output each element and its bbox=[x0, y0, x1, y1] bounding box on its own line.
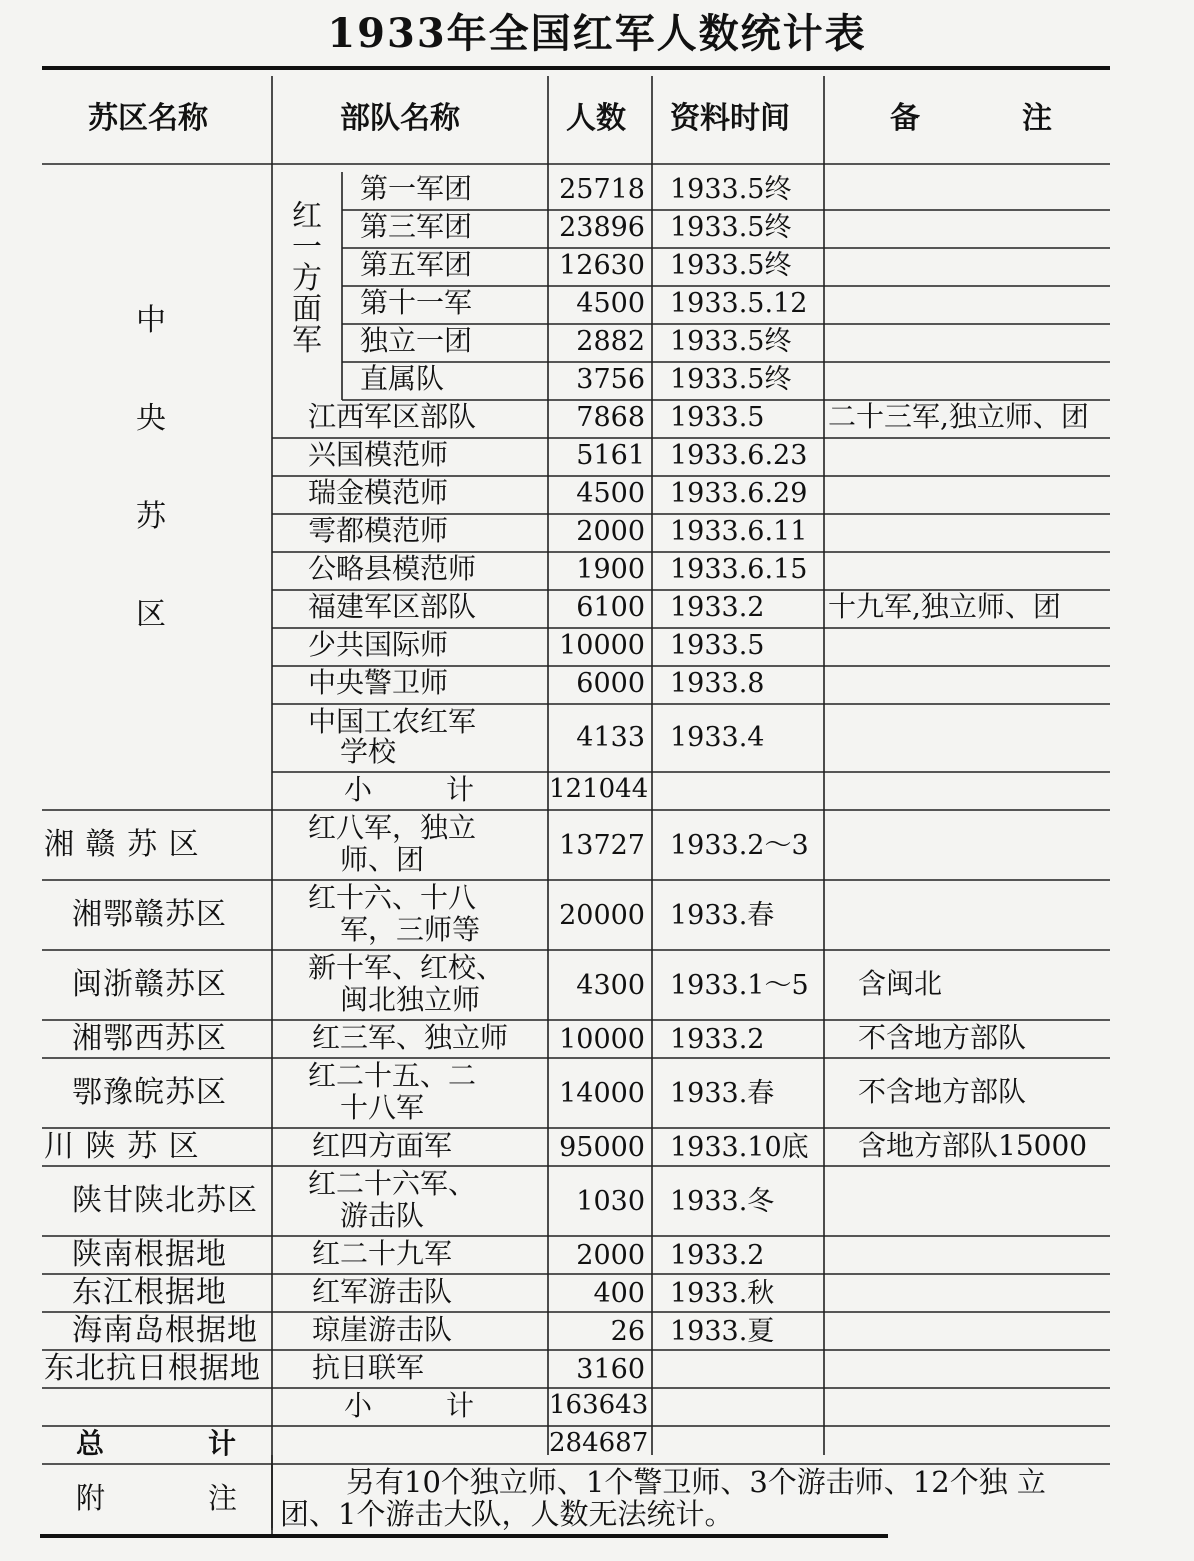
region-name: 湘 赣 苏 区 bbox=[44, 827, 200, 862]
unit-line2: 游击队 bbox=[340, 1199, 425, 1232]
unit-name: 红四方面军 bbox=[312, 1129, 453, 1162]
table-title: 1933年全国红军人数统计表 bbox=[327, 10, 867, 57]
group-label-char: 红 bbox=[292, 199, 322, 234]
unit-name: 红二十九军 bbox=[312, 1237, 453, 1270]
group-count: 12630 bbox=[559, 250, 645, 281]
school-count: 4133 bbox=[576, 722, 645, 753]
appendix-line2: 团、1个游击大队，人数无法统计。 bbox=[280, 1497, 734, 1531]
unit-date: 1933.1～5 bbox=[670, 970, 809, 1001]
central-count: 7868 bbox=[576, 402, 645, 433]
region-name: 陕甘陕北苏区 bbox=[72, 1183, 258, 1218]
unit-date: 1933.秋 bbox=[670, 1278, 775, 1309]
central-count: 5161 bbox=[576, 440, 645, 471]
region-name: 闽浙赣苏区 bbox=[72, 967, 227, 1002]
unit-date: 1933.10底 bbox=[670, 1132, 809, 1163]
unit-line1: 红二十六军、 bbox=[308, 1167, 477, 1200]
group-count: 23896 bbox=[559, 212, 645, 243]
region-central-char: 区 bbox=[136, 597, 166, 632]
header-note-1: 备 bbox=[890, 101, 920, 136]
central-unit: 瑞金模范师 bbox=[308, 476, 449, 509]
appendix-label-2: 注 bbox=[208, 1481, 238, 1515]
unit-count: 2000 bbox=[576, 1240, 645, 1271]
unit-count: 95000 bbox=[559, 1132, 645, 1163]
unit-line2: 十八军 bbox=[340, 1091, 425, 1124]
central-date: 1933.2 bbox=[670, 592, 765, 623]
unit-date: 1933.2 bbox=[670, 1024, 765, 1055]
central-unit: 雩都模范师 bbox=[308, 514, 449, 547]
central-date: 1933.5 bbox=[670, 402, 765, 433]
subtotal2-count: 163643 bbox=[549, 1390, 649, 1420]
group-count: 4500 bbox=[576, 288, 645, 319]
subtotal-label-1: 小 bbox=[344, 773, 373, 806]
region-central-char: 央 bbox=[136, 401, 166, 436]
central-unit: 中央警卫师 bbox=[308, 666, 449, 699]
group-unit: 第五军团 bbox=[360, 248, 473, 281]
central-unit: 少共国际师 bbox=[308, 628, 449, 661]
unit-date: 1933.春 bbox=[670, 900, 775, 931]
central-date: 1933.6.11 bbox=[670, 516, 808, 547]
central-count: 2000 bbox=[576, 516, 645, 547]
total-label-1: 总 bbox=[76, 1427, 105, 1460]
unit-count: 14000 bbox=[559, 1078, 645, 1109]
appendix-line1: 另有10个独立师、1个警卫师、3个游击师、12个独 立 bbox=[346, 1465, 1046, 1499]
unit-line1: 红二十五、二 bbox=[308, 1059, 477, 1092]
central-date: 1933.6.23 bbox=[670, 440, 808, 471]
central-date: 1933.6.15 bbox=[670, 554, 808, 585]
header-unit: 部队名称 bbox=[340, 101, 460, 136]
unit-note: 含地方部队15000 bbox=[858, 1129, 1088, 1162]
central-note: 十九军,独立师、团 bbox=[828, 590, 1061, 623]
region-name: 湘鄂西苏区 bbox=[72, 1021, 227, 1056]
unit-note: 不含地方部队 bbox=[858, 1075, 1027, 1108]
region-name: 东北抗日根据地 bbox=[44, 1351, 261, 1386]
group-count: 3756 bbox=[576, 364, 645, 395]
school-unit-line1: 中国工农红军 bbox=[308, 705, 477, 738]
unit-count: 400 bbox=[593, 1278, 645, 1309]
central-date: 1933.8 bbox=[670, 668, 765, 699]
unit-name: 琼崖游击队 bbox=[312, 1313, 453, 1346]
central-note: 二十三军,独立师、团 bbox=[828, 400, 1089, 433]
group-date: 1933.5终 bbox=[670, 174, 792, 205]
central-unit: 福建军区部队 bbox=[308, 590, 477, 623]
header-note-2: 注 bbox=[1022, 101, 1052, 136]
group-count: 2882 bbox=[576, 326, 645, 357]
unit-name: 抗日联军 bbox=[312, 1351, 425, 1384]
subtotal2-label-2: 计 bbox=[446, 1389, 475, 1422]
unit-line1: 红十六、十八 bbox=[308, 881, 477, 914]
header-count: 人数 bbox=[566, 101, 626, 136]
subtotal-count: 121044 bbox=[549, 774, 649, 804]
unit-count: 13727 bbox=[559, 830, 645, 861]
unit-name: 红军游击队 bbox=[312, 1275, 453, 1308]
central-count: 1900 bbox=[576, 554, 645, 585]
unit-count: 20000 bbox=[559, 900, 645, 931]
unit-line2: 军，三师等 bbox=[340, 913, 481, 946]
central-date: 1933.5 bbox=[670, 630, 765, 661]
group-count: 25718 bbox=[559, 174, 645, 205]
total-count: 284687 bbox=[549, 1428, 649, 1458]
central-count: 4500 bbox=[576, 478, 645, 509]
group-date: 1933.5终 bbox=[670, 326, 792, 357]
appendix-label-1: 附 bbox=[76, 1481, 106, 1515]
unit-date: 1933.冬 bbox=[670, 1186, 775, 1217]
unit-note: 含闽北 bbox=[858, 967, 943, 1000]
central-count: 6100 bbox=[576, 592, 645, 623]
group-unit: 第十一军 bbox=[360, 286, 473, 319]
region-name: 鄂豫皖苏区 bbox=[72, 1075, 227, 1110]
group-unit: 第三军团 bbox=[360, 210, 473, 243]
unit-count: 26 bbox=[610, 1316, 645, 1347]
school-date: 1933.4 bbox=[670, 722, 765, 753]
group-date: 1933.5终 bbox=[670, 212, 792, 243]
unit-date: 1933.2 bbox=[670, 1240, 765, 1271]
central-date: 1933.6.29 bbox=[670, 478, 808, 509]
group-label-char: 面 bbox=[292, 292, 322, 327]
group-unit: 独立一团 bbox=[360, 324, 473, 357]
unit-date: 1933.夏 bbox=[670, 1316, 775, 1347]
group-unit: 第一军团 bbox=[360, 172, 473, 205]
central-unit: 江西军区部队 bbox=[308, 400, 477, 433]
group-date: 1933.5终 bbox=[670, 250, 792, 281]
unit-line1: 红八军，独立 bbox=[308, 811, 477, 844]
unit-date: 1933.2～3 bbox=[670, 830, 809, 861]
central-count: 10000 bbox=[559, 630, 645, 661]
group-date: 1933.5终 bbox=[670, 364, 792, 395]
group-label-char: 方 bbox=[292, 261, 322, 296]
total-label-2: 计 bbox=[208, 1427, 237, 1460]
subtotal2-label-1: 小 bbox=[344, 1389, 373, 1422]
unit-name: 红三军、独立师 bbox=[312, 1021, 509, 1054]
header-region: 苏区名称 bbox=[88, 101, 208, 136]
unit-count: 3160 bbox=[576, 1354, 645, 1385]
region-name: 陕南根据地 bbox=[72, 1237, 227, 1272]
school-unit-line2: 学校 bbox=[340, 735, 397, 768]
region-name: 川 陕 苏 区 bbox=[44, 1129, 200, 1164]
unit-date: 1933.春 bbox=[670, 1078, 775, 1109]
subtotal-label-2: 计 bbox=[446, 773, 475, 806]
region-name: 湘鄂赣苏区 bbox=[72, 897, 227, 932]
region-central-char: 中 bbox=[136, 303, 166, 338]
group-label-char: 一 bbox=[292, 230, 322, 265]
unit-line2: 师、团 bbox=[340, 843, 425, 876]
region-name: 东江根据地 bbox=[72, 1275, 227, 1310]
unit-line2: 闽北独立师 bbox=[340, 983, 481, 1016]
unit-count: 1030 bbox=[576, 1186, 645, 1217]
group-unit: 直属队 bbox=[360, 362, 445, 395]
group-date: 1933.5.12 bbox=[670, 288, 808, 319]
central-unit: 兴国模范师 bbox=[308, 438, 449, 471]
central-count: 6000 bbox=[576, 668, 645, 699]
unit-count: 10000 bbox=[559, 1024, 645, 1055]
unit-line1: 新十军、红校、 bbox=[308, 951, 505, 984]
header-date: 资料时间 bbox=[670, 101, 790, 136]
region-name: 海南岛根据地 bbox=[72, 1313, 258, 1348]
unit-count: 4300 bbox=[576, 970, 645, 1001]
region-central-char: 苏 bbox=[136, 499, 166, 534]
unit-note: 不含地方部队 bbox=[858, 1021, 1027, 1054]
group-label-char: 军 bbox=[292, 323, 322, 358]
central-unit: 公略县模范师 bbox=[308, 552, 477, 585]
